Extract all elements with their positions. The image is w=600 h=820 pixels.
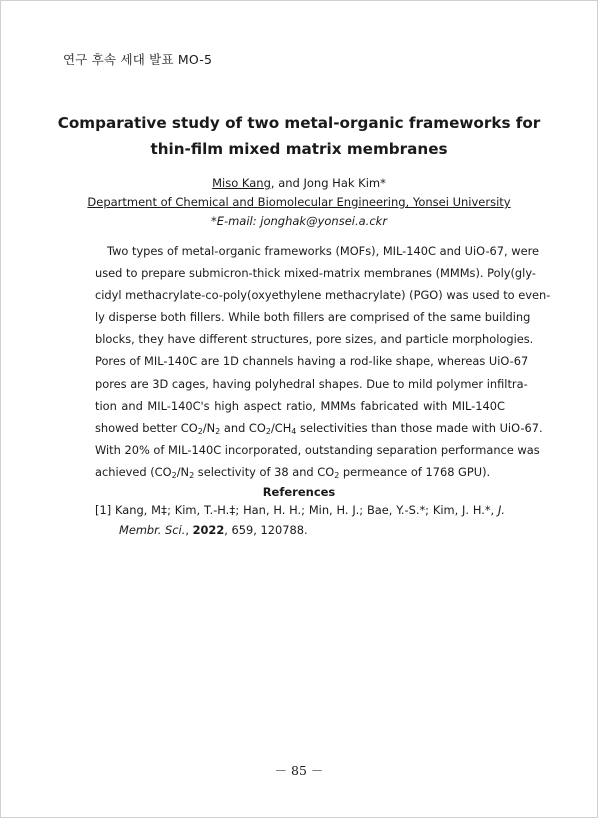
abstract: [95, 240, 551, 483]
abstract-line: Two types of metal-organic frameworks (MOFs), MIL-140C and UiO-67, were: [107, 244, 540, 258]
author-separator: , and: [270, 176, 304, 190]
paper-title: [1, 110, 597, 162]
title-line-2: thin-film mixed matrix membranes: [150, 140, 448, 158]
title-line-1: Comparative study of two metal-organic frameworks for: [57, 114, 541, 132]
abstract-line: ly disperse both fillers. While both fillers are comprised of the same building: [95, 310, 531, 325]
abstract-line: cidyl methacrylate-co-poly(oxyethylene methacrylate) (PGO) was used to even-: [95, 288, 551, 303]
abstract-line: used to prepare submicron-thick mixed-matrix membranes (MMMs). Poly(gly-: [95, 266, 536, 281]
abstract-line: showed better $CO_2/N_2$ and $CO_2/CH_4$ selectivities than those made with UiO-67.: [95, 420, 543, 436]
session-header: 연구 후속 세대 발표 MO-5: [63, 52, 213, 67]
abstract-line: With 20% of MIL-140C incorporated, outstanding separation performance was: [95, 442, 540, 457]
author-line: [1, 174, 597, 193]
abstract-line: tion and MIL-140C's high aspect ratio, MMMs fabricated with MIL-140C: [95, 398, 505, 413]
abstract-line: pores are 3D cages, having polyhedral shapes. Due to mild polymer infiltra-: [95, 376, 528, 391]
references-heading: References: [262, 485, 336, 499]
reference-line-1: [1] Kang, M‡; Kim, T.-H.‡; Han, H. H.; Min, H. J.; Bae, Y.-S.*; Kim, J. H.*, J.: [95, 503, 505, 517]
page-number: － 85 －: [274, 763, 324, 778]
abstract-line: Pores of MIL-140C are 1D channels having a rod-like shape, whereas UiO-67: [95, 354, 529, 369]
reference-line-2: Membr. Sci., 2022, 659, 120788.: [119, 522, 308, 537]
author-corresponding: Jong Hak Kim*: [303, 176, 386, 190]
reference-item: [95, 501, 505, 540]
author-block: [1, 174, 597, 231]
affiliation: Department of Chemical and Biomolecular Engineering, Yonsei University: [87, 195, 511, 209]
author-presenter: Miso Kang: [212, 176, 271, 190]
abstract-line: achieved ($CO_2/N_2$ selectivity of 38 and $CO_2$ permeance of 1768 GPU).: [95, 464, 491, 480]
email: *E-mail: jonghak@yonsei.a.ckr: [210, 214, 388, 228]
abstract-line: blocks, they have different structures, pore sizes, and particle morphologies.: [95, 332, 534, 347]
